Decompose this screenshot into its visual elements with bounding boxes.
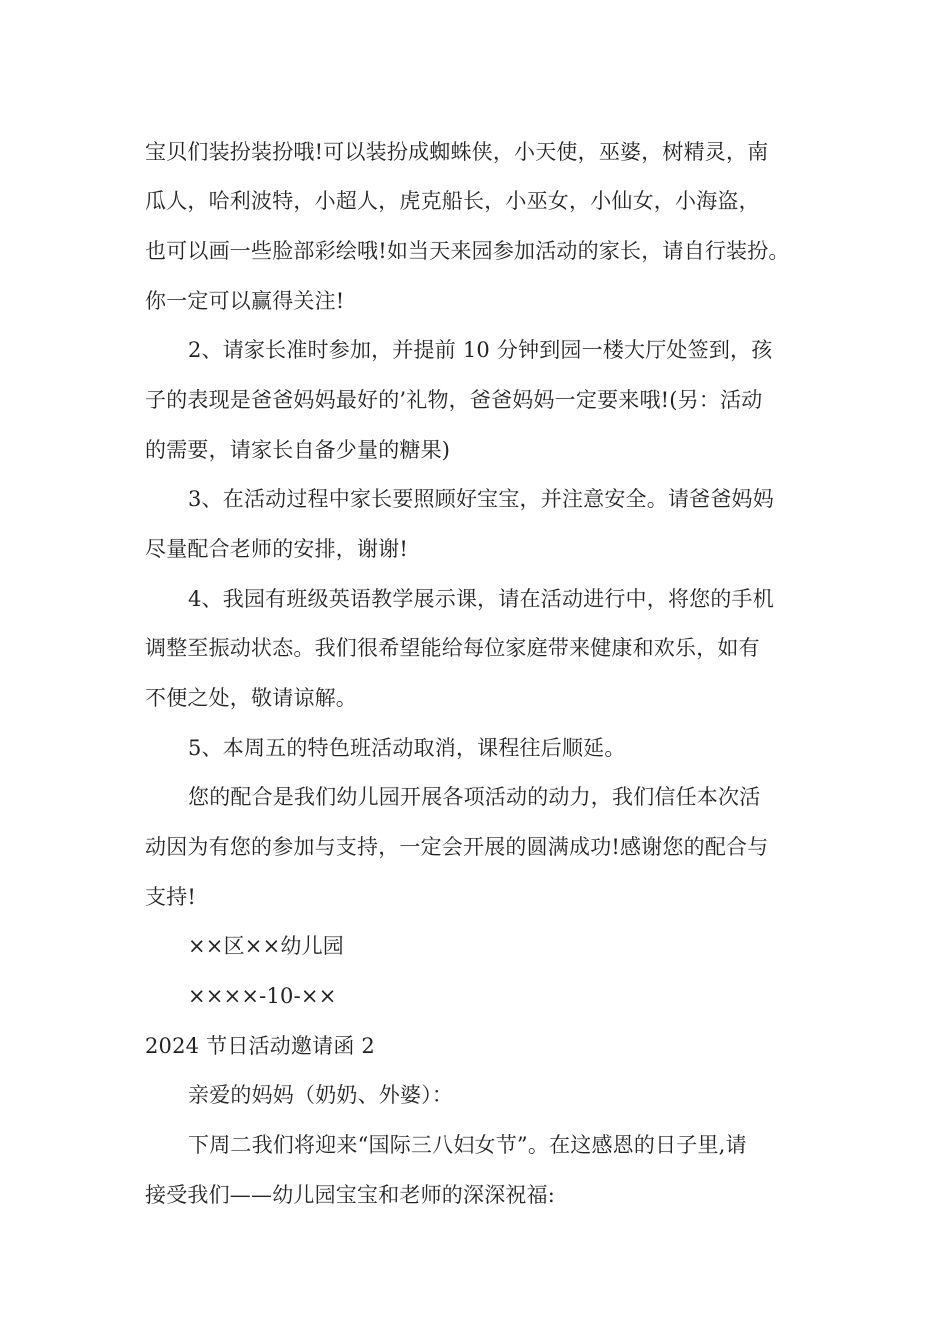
list-item-5: 5、本周五的特色班活动取消，课程往后顺延。 (188, 736, 626, 760)
closing-paragraph: 您的配合是我们幼儿园开展各项活动的动力，我们信任本次活 (188, 785, 761, 809)
section-title: 2024 节日活动邀请函 2 (145, 1034, 375, 1058)
paragraph-line: 也可以画一些脸部彩绘哦!如当天来园参加活动的家长，请自行装扮。 (145, 239, 790, 263)
paragraph-line: 下周二我们将迎来“国际三八妇女节”。在这感恩的日子里,请 (188, 1133, 747, 1157)
paragraph-line: 动因为有您的参加与支持，一定会开展的圆满成功!感谢您的配合与 (145, 835, 769, 859)
paragraph-line: 尽量配合老师的安排，谢谢! (145, 537, 409, 561)
paragraph-line: 你一定可以赢得关注! (145, 289, 345, 313)
list-item-2: 2、请家长准时参加，并提前 10 分钟到园一楼大厅处签到，孩 (188, 338, 773, 362)
list-item-3: 3、在活动过程中家长要照顾好宝宝，并注意安全。请爸爸妈妈 (188, 487, 774, 511)
paragraph-line: 不便之处，敬请谅解。 (145, 686, 357, 710)
signature-organization: ××区××幼儿园 (188, 934, 344, 958)
salutation: 亲爱的妈妈（奶奶、外婆）： (188, 1083, 454, 1107)
signature-date: ××××-10-×× (188, 984, 337, 1008)
paragraph-line: 宝贝们装扮装扮哦!可以装扮成蜘蛛侠，小天使，巫婆，树精灵，南 (145, 140, 769, 164)
paragraph-line: 接受我们——幼儿园宝宝和老师的深深祝福: (145, 1183, 556, 1207)
paragraph-line: 支持! (145, 885, 197, 909)
paragraph-line: 瓜人，哈利波特，小超人，虎克船长，小巫女，小仙女，小海盗， (145, 189, 760, 213)
paragraph-line: 子的表现是爸爸妈妈最好的’礼物，爸爸妈妈一定要来哦!(另：活动 (145, 388, 763, 412)
paragraph-line: 调整至振动状态。我们很希望能给每位家庭带来健康和欢乐，如有 (145, 636, 760, 660)
list-item-4: 4、我园有班级英语教学展示课，请在活动进行中，将您的手机 (188, 587, 774, 611)
paragraph-line: 的需要，请家长自备少量的糖果) (145, 438, 451, 462)
